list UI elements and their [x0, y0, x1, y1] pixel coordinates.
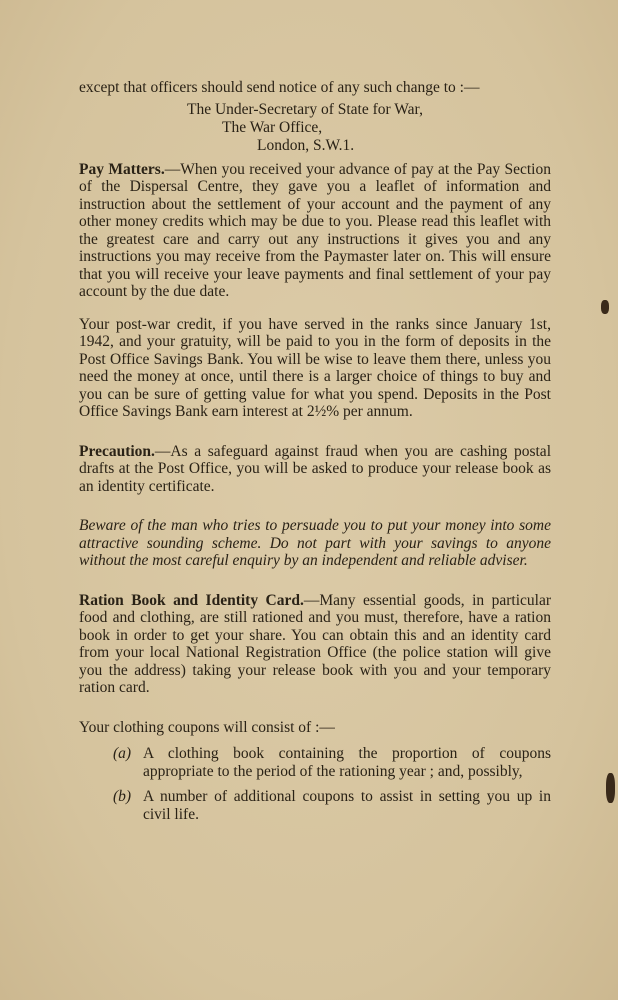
pay-matters-paragraph — [79, 161, 551, 301]
address-line-3: London, S.W.1. — [257, 136, 355, 154]
coupon-item-text: A clothing book containing the proportion of coupons appropriate to the period of the rationing year ; and, possibly, — [143, 745, 551, 780]
pay-matters-body: —When you received your advance of pay at the Pay Section of the Dispersal Centre, they gave you a leaflet of information and instruction about the settlement of your account and the payment of any other money credits which may be due to you. Please read this leaflet with the greatest care and carry out any instructions it gives you and any instructions you may receive from the Paymaster later on. This will ensure that you will receive your leave payments and final settlement of your pay account by the due date. — [79, 160, 551, 300]
edge-ink-mark — [606, 773, 615, 803]
precaution-body: —As a safeguard against fraud when you are cashing postal drafts at the Post Office, you will be asked to produce your release book as an identity certificate. — [79, 442, 551, 495]
page-content — [79, 79, 551, 823]
coupon-item-label: (b) — [113, 788, 132, 805]
coupon-item-b — [113, 788, 551, 823]
intro-paragraph: except that officers should send notice of any such change to :— — [79, 79, 480, 96]
address-line-2: The War Office, — [222, 118, 323, 136]
address-block — [79, 101, 551, 155]
edge-ink-mark — [601, 300, 609, 314]
precaution-paragraph — [79, 443, 551, 496]
coupon-item-text: A number of additional coupons to assist in setting you up in civil life. — [143, 788, 551, 823]
ration-book-heading: Ration Book and Identity Card. — [79, 591, 304, 609]
ration-book-body: —Many essential goods, in particular food and clothing, are still rationed and you must, therefore, have a ration book in order to get your share. You can obtain this and an identity card from your local National Registration Office (the police station will give you the address) taking your release book with you and your temporary ration card. — [79, 591, 551, 696]
ration-book-paragraph — [79, 592, 551, 697]
pay-matters-heading: Pay Matters. — [79, 160, 165, 178]
coupon-item-label: (a) — [113, 745, 132, 762]
coupon-item-a — [113, 745, 551, 780]
address-line-1: The Under-Secretary of State for War, — [187, 100, 423, 118]
precaution-heading: Precaution. — [79, 442, 155, 460]
post-war-credit-paragraph: Your post-war credit, if you have served in the ranks since January 1st, 1942, and your gratuity, will be paid to you in the form of deposits in the Post Office Savings Bank. You will be wise to leave them there, unless you need the money at once, until there is a larger choice of things to buy and you can be sure of getting value for what you spend. Deposits in the Post Office Savings Bank earn interest at 2½% per annum. — [79, 315, 551, 420]
coupons-intro: Your clothing coupons will consist of :— — [79, 718, 335, 736]
beware-paragraph: Beware of the man who tries to persuade you to put your money into some attractive sounding scheme. Do not part with your savings to anyone without the most careful enquiry by an independent and reliable adviser. — [79, 517, 551, 569]
